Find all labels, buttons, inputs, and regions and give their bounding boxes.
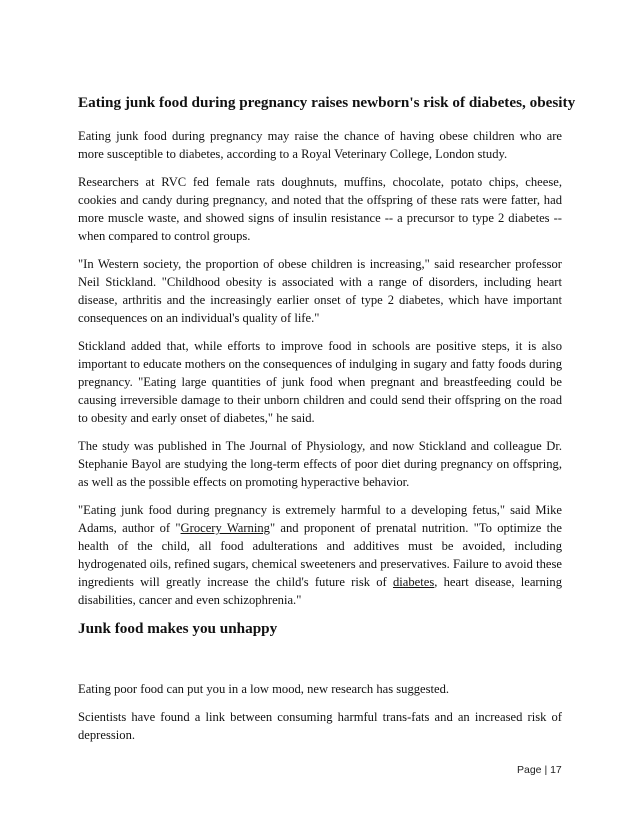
paragraph-text: , heart disease, learning disabilities, cancer and even schizophrenia." (78, 575, 562, 607)
paragraph: "In Western society, the proportion of obese children is increasing," said researcher professor Neil Stickland. "Childhood obesity is associated with a range of disorders, including heart disease, arthritis and the increasingly earlier onset of type 2 diabetes, which have important consequences on an individual's quality of life." (78, 257, 562, 325)
paragraph: Eating poor food can put you in a low mood, new research has suggested. (78, 682, 450, 696)
diabetes-link[interactable]: diabetes (392, 575, 435, 589)
paragraph-text: " and proponent of prenatal nutrition. "To optimize the health of the child, all food adulterations and additives must be avoided, including hydrogenated oils, refined sugars, chemical sweeteners and preservatives. Failure to avoid these ingredients will greatly increase the child's future risk of (78, 521, 563, 589)
page-number: Page | 17 (517, 764, 562, 776)
paragraph-text: "Eating junk food during pregnancy is extremely harmful to a developing fetus," said Mike Adams, author of " (78, 503, 562, 535)
paragraph: The study was published in The Journal of Physiology, and now Stickland and colleague Dr. Stephanie Bayol are studying the long-term effects of poor diet during pregnancy on offspring, as well as the possible effects on promoting hyperactive behavior. (78, 439, 562, 489)
page-content (78, 94, 576, 754)
paragraph: Eating junk food during pregnancy may raise the chance of having obese children who are more susceptible to diabetes, according to a Royal Veterinary College, London study. (78, 129, 562, 161)
paragraph: Scientists have found a link between consuming harmful trans-fats and an increased risk of depression. (78, 710, 562, 742)
paragraph-quote (78, 501, 562, 609)
article-title: Eating junk food during pregnancy raises newborn's risk of diabetes, obesity (78, 94, 576, 111)
paragraph: Stickland added that, while efforts to improve food in schools are positive steps, it is also important to educate mothers on the consequences of indulging in sugary and fatty foods during pregnancy. "Eating large quantities of junk food when pregnant and breastfeeding could be causing irreversible damage to their unborn children and could send their offspring on the road to obesity and early onset of diabetes," he said. (78, 339, 562, 425)
grocery-warning-link[interactable]: Grocery Warning (180, 521, 270, 535)
paragraph: Researchers at RVC fed female rats doughnuts, muffins, chocolate, potato chips, cheese, cookies and candy during pregnancy, and noted that the offspring of these rats were fatter, had more muscle waste, and showed signs of insulin resistance -- a precursor to type 2 diabetes -- when compared to control groups. (78, 175, 562, 243)
section-title: Junk food makes you unhappy (78, 620, 278, 637)
